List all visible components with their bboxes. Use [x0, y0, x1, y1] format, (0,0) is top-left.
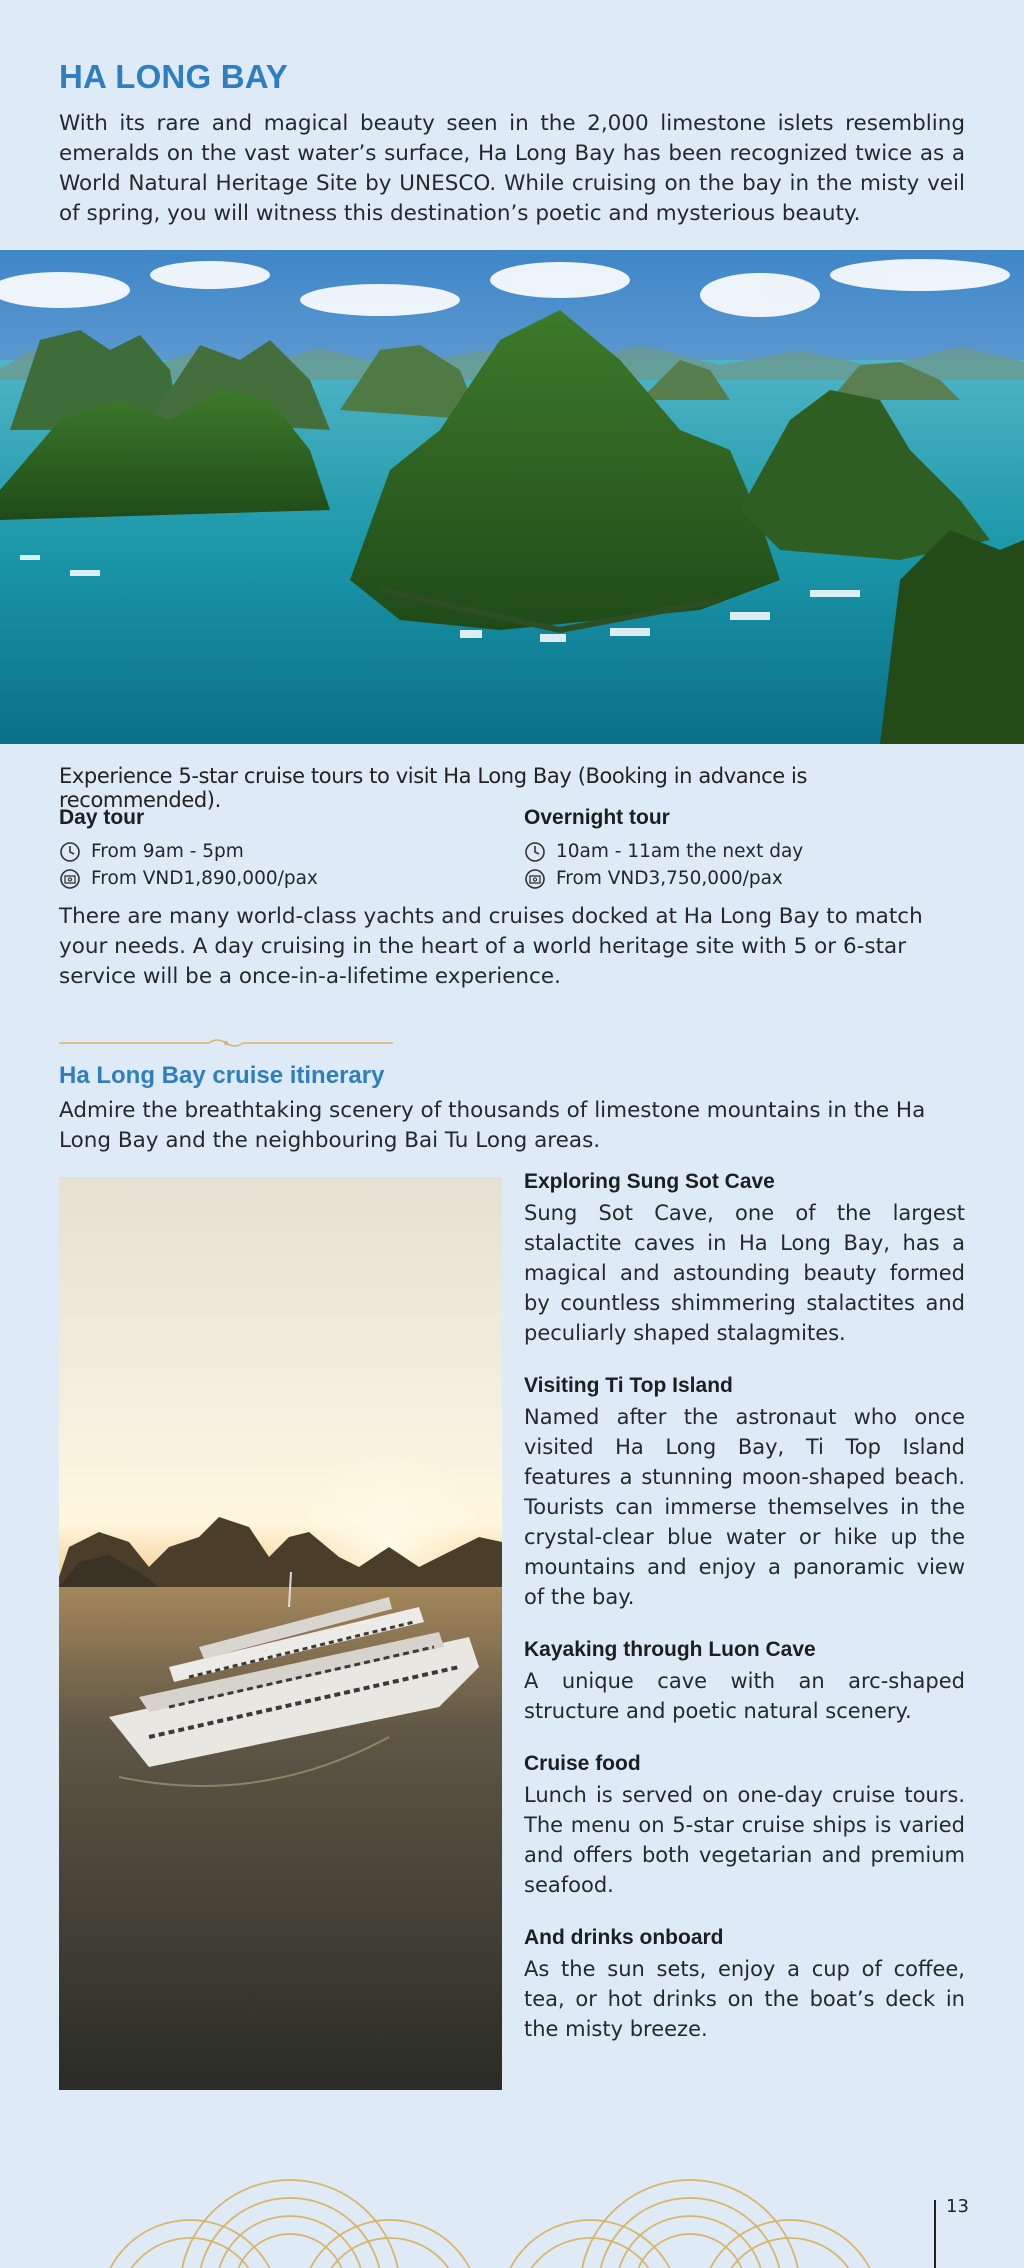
itinerary-title: Ha Long Bay cruise itinerary	[59, 1062, 385, 1089]
cruise-paragraph: There are many world-class yachts and cruises docked at Ha Long Bay to match your needs. A day cruising in the heart of a world heritage site with 5 or 6-star service will be a once-in-a-lifetime experience.	[59, 904, 923, 989]
item-title: And drinks onboard	[524, 1926, 724, 1949]
item-title: Kayaking through Luon Cave	[524, 1638, 816, 1661]
item-title: Visiting Ti Top Island	[524, 1374, 733, 1397]
clock-icon	[524, 841, 546, 863]
day-tour-title: Day tour	[59, 806, 145, 829]
itinerary-item	[524, 1926, 965, 2044]
ornament-divider	[59, 1036, 393, 1050]
item-title: Exploring Sung Sot Cave	[524, 1170, 775, 1193]
day-tour-price: From VND1,890,000/pax	[91, 868, 318, 889]
item-body: As the sun sets, enjoy a cup of coffee, tea, or hot drinks on the boat’s deck in the misty breeze.	[524, 1957, 965, 2041]
itinerary-items	[524, 1170, 965, 2070]
itinerary-item	[524, 1170, 965, 1348]
ha-long-bay-landscape-image	[0, 250, 1024, 744]
overnight-tour-title: Overnight tour	[524, 806, 670, 829]
itinerary-description: Admire the breathtaking scenery of thousands of limestone mountains in the Ha Long Bay and the neighbouring Bai Tu Long areas.	[59, 1098, 926, 1153]
itinerary-item	[524, 1752, 965, 1900]
intro-paragraph: With its rare and magical beauty seen in the 2,000 limestone islets resembling emeralds on the vast water’s surface, Ha Long Bay has been recognized twice as a World Natural Heritage Site by UNESCO. While cruising on the bay in the misty veil of spring, you will witness this destination’s poetic and mysterious beauty.	[59, 111, 965, 226]
item-title: Cruise food	[524, 1752, 641, 1775]
decorative-wave-pattern	[0, 2160, 1024, 2268]
item-body: Lunch is served on one-day cruise tours. The menu on 5-star cruise ships is varied and offers both vegetarian and premium seafood.	[524, 1783, 965, 1897]
page-title: HA LONG BAY	[59, 58, 288, 95]
money-icon	[59, 868, 81, 890]
page-number-rule	[934, 2200, 936, 2268]
itinerary-item	[524, 1638, 965, 1726]
page-number: 13	[946, 2196, 969, 2217]
clock-icon	[59, 841, 81, 863]
cruise-ship-sunset-image	[59, 1177, 502, 2090]
cruise-lead-text: Experience 5-star cruise tours to visit Ha Long Bay (Booking in advance is recommended).	[59, 764, 808, 812]
item-body: A unique cave with an arc-shaped structure and poetic natural scenery.	[524, 1669, 965, 1723]
itinerary-item	[524, 1374, 965, 1612]
day-tour-block	[59, 806, 499, 892]
overnight-tour-time: 10am - 11am the next day	[556, 841, 804, 862]
item-body: Sung Sot Cave, one of the largest stalactite caves in Ha Long Bay, has a magical and astounding beauty formed by countless shimmering stalactites and peculiarly shaped stalagmites.	[524, 1201, 965, 1345]
day-tour-time: From 9am - 5pm	[91, 841, 244, 862]
money-icon	[524, 868, 546, 890]
item-body: Named after the astronaut who once visited Ha Long Bay, Ti Top Island features a stunning moon-shaped beach. Tourists can immerse themselves in the crystal-clear blue water or hike up the mountains and enjoy a panoramic view of the bay.	[524, 1405, 965, 1609]
overnight-tour-block	[524, 806, 964, 892]
overnight-tour-price: From VND3,750,000/pax	[556, 868, 783, 889]
